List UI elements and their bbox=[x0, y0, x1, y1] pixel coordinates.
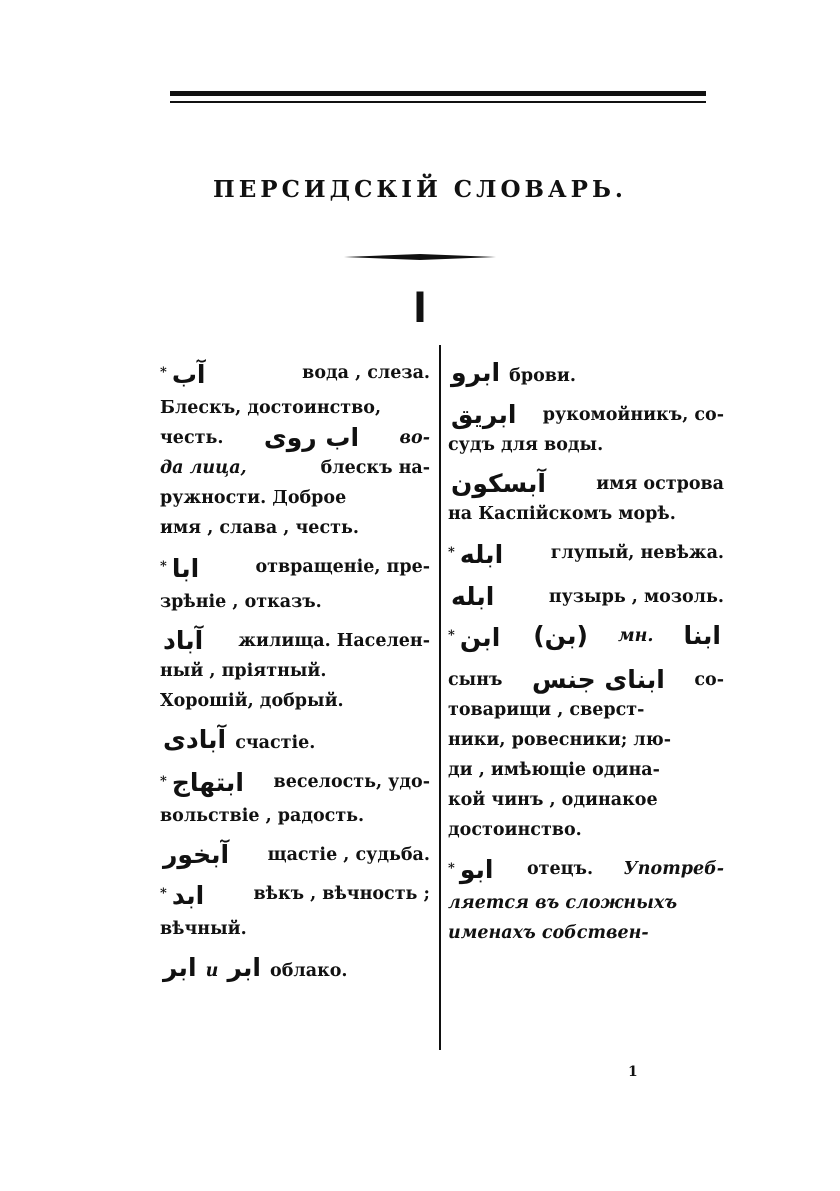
persian-headword: ابله bbox=[459, 539, 504, 569]
definition-text: глупый, невѣжа. bbox=[550, 543, 724, 563]
entry-line bbox=[448, 621, 724, 656]
dictionary-entry bbox=[160, 879, 430, 944]
dictionary-entry bbox=[448, 358, 724, 391]
dictionary-entry bbox=[160, 725, 430, 758]
dictionary-entry bbox=[448, 582, 724, 612]
persian-phrase: اب روی bbox=[263, 422, 360, 452]
definition-text: судъ для воды. bbox=[448, 435, 604, 455]
persian-headword: ابرو bbox=[451, 358, 501, 387]
definition-text: вольствіе , радость. bbox=[160, 806, 365, 827]
dictionary-entry bbox=[448, 854, 724, 949]
dictionary-entry bbox=[160, 953, 430, 986]
definition-text: товарищи , сверст- bbox=[448, 699, 645, 720]
persian-headword: ابتهاج bbox=[171, 768, 244, 798]
persian-headword: ابن bbox=[459, 622, 501, 652]
entry-line bbox=[160, 840, 430, 870]
definition-text: брови. bbox=[509, 366, 576, 386]
definition-italic: именахъ собствен- bbox=[448, 923, 649, 944]
definition-text: отвращеніе, пре- bbox=[255, 556, 430, 577]
entry-line bbox=[448, 665, 724, 695]
definition-text: сынъ bbox=[448, 669, 503, 690]
entry-line bbox=[448, 582, 724, 612]
entry-line bbox=[160, 358, 430, 393]
entry-line bbox=[160, 725, 430, 758]
persian-headword: آبادی bbox=[163, 724, 227, 754]
right-column bbox=[448, 358, 724, 957]
definition-text: Хорошій, добрый. bbox=[160, 690, 344, 711]
persian-variant: (بن) bbox=[533, 620, 588, 650]
definition-text: имя , слава , честь. bbox=[160, 517, 359, 538]
definition-text: ди , имѣющіе одина- bbox=[448, 759, 660, 780]
entry-line bbox=[160, 423, 430, 453]
definition-text: Блескъ, достоинство, bbox=[160, 397, 382, 418]
page-number: 1 bbox=[628, 1064, 638, 1080]
definition-text: кой чинъ , одинакое bbox=[448, 789, 658, 810]
entry-star: * bbox=[448, 545, 455, 560]
definition-text: на Каспійскомъ морѣ. bbox=[448, 504, 676, 524]
section-letter: ا bbox=[413, 286, 427, 332]
dictionary-entry bbox=[160, 840, 430, 870]
top-rule-thin bbox=[170, 101, 706, 103]
persian-headword: ابریق bbox=[451, 400, 517, 429]
entry-line bbox=[160, 552, 430, 587]
dictionary-entry bbox=[160, 626, 430, 716]
dictionary-entry bbox=[448, 469, 724, 529]
definition-text: зрѣніе , отказъ. bbox=[160, 591, 322, 612]
persian-headword: آب bbox=[171, 359, 206, 389]
entry-line bbox=[448, 469, 724, 499]
persian-headword: ابر bbox=[163, 953, 197, 983]
entry-line bbox=[448, 854, 724, 889]
definition-italic: да лица, bbox=[160, 457, 247, 478]
definition-text: рукомойникъ, со- bbox=[542, 405, 724, 425]
entry-star: * bbox=[160, 773, 167, 789]
definition-text: жилища. Населен- bbox=[238, 630, 430, 651]
conjunction: и bbox=[205, 961, 219, 982]
definition-text: веселость, удо- bbox=[273, 771, 430, 792]
definition-italic: во- bbox=[399, 427, 430, 448]
dictionary-entry bbox=[448, 400, 724, 460]
entry-line bbox=[160, 453, 430, 483]
entry-line bbox=[160, 626, 430, 656]
persian-headword: ابر bbox=[227, 953, 261, 983]
definition-text: облако. bbox=[270, 961, 348, 982]
definition-text: счастіе. bbox=[235, 732, 316, 753]
dictionary-entry bbox=[160, 767, 430, 832]
entry-line bbox=[448, 538, 724, 573]
entry-star: * bbox=[160, 886, 167, 902]
definition-italic: Употреб- bbox=[623, 858, 724, 879]
entry-star: * bbox=[160, 365, 167, 380]
definition-text: вѣчный. bbox=[160, 919, 247, 940]
top-rule-thick bbox=[170, 91, 706, 96]
definition-text: вода , слеза. bbox=[302, 363, 430, 383]
dictionary-entry bbox=[160, 552, 430, 617]
definition-text: ники, ровесники; лю- bbox=[448, 729, 671, 750]
entry-line bbox=[448, 400, 724, 430]
persian-headword: ابو bbox=[459, 855, 494, 885]
persian-plural: ابنا bbox=[683, 620, 721, 650]
definition-text: пузырь , мозоль. bbox=[548, 586, 724, 607]
definition-text: честь. bbox=[160, 427, 224, 448]
definition-italic: ляется въ сложныхъ bbox=[448, 893, 678, 914]
persian-headword: ابله bbox=[451, 581, 495, 611]
dictionary-entry bbox=[160, 358, 430, 543]
definition-text: ный , пріятный. bbox=[160, 660, 327, 681]
entry-line bbox=[448, 358, 724, 391]
column-divider bbox=[439, 345, 441, 1050]
persian-headword: ابد bbox=[171, 881, 205, 911]
persian-phrase: ابنای جنس bbox=[532, 664, 665, 694]
entry-line bbox=[160, 953, 430, 986]
entry-star: * bbox=[160, 558, 167, 574]
persian-headword: آباد bbox=[163, 625, 204, 655]
definition-text: ружности. Доброе bbox=[160, 487, 347, 508]
entry-star: * bbox=[448, 860, 455, 876]
persian-headword: آبخور bbox=[163, 840, 230, 870]
definition-text: достоинство. bbox=[448, 819, 582, 840]
definition-text: вѣкъ , вѣчность ; bbox=[253, 884, 430, 905]
entry-line bbox=[160, 767, 430, 802]
persian-headword: آبسکون bbox=[451, 469, 546, 498]
persian-headword: ابا bbox=[171, 553, 200, 583]
title-ornament-dash bbox=[344, 254, 496, 260]
dictionary-entry bbox=[448, 538, 724, 573]
entry-star: * bbox=[448, 627, 455, 643]
entry-line bbox=[160, 879, 430, 914]
definition-text: блескъ на- bbox=[320, 457, 430, 478]
definition-text: имя острова bbox=[596, 474, 724, 494]
page-title: ПЕРСИДСКІЙ СЛОВАРЬ. bbox=[213, 176, 627, 203]
definition-text: отецъ. bbox=[526, 858, 594, 879]
plural-abbreviation: мн. bbox=[617, 625, 654, 646]
definition-text: щастіе , судьба. bbox=[267, 845, 430, 866]
dictionary-entry bbox=[448, 665, 724, 845]
definition-text: со- bbox=[694, 669, 724, 690]
dictionary-entry bbox=[448, 621, 724, 656]
left-column bbox=[160, 358, 430, 995]
